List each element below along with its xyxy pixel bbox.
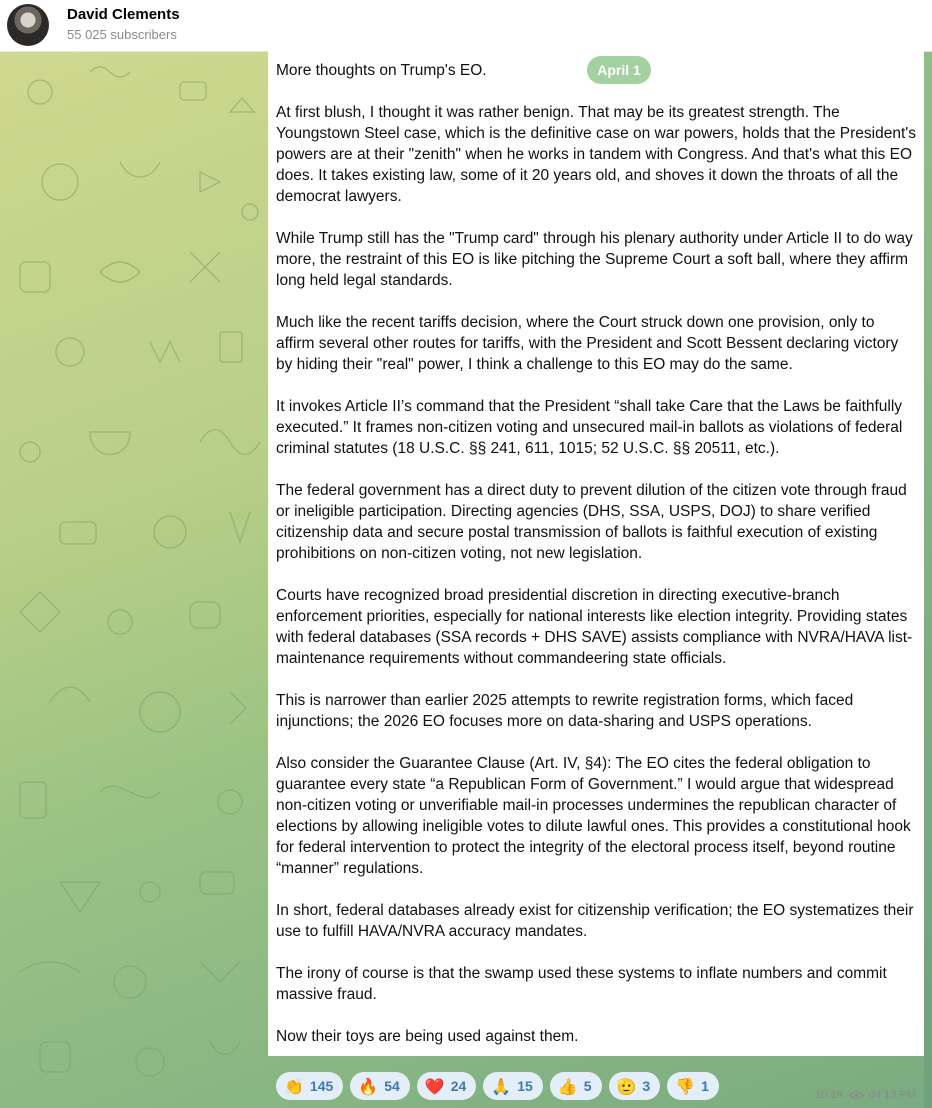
saluting-face-icon: 🫡 [616, 1076, 637, 1096]
red-heart-icon: ❤️ [424, 1076, 445, 1096]
eye-icon [849, 1090, 864, 1100]
message-paragraph: More thoughts on Trump's EO. [276, 62, 487, 79]
reaction-count: 5 [583, 1078, 592, 1094]
reaction-thumbs-down[interactable] [667, 1072, 719, 1100]
reaction-fire[interactable] [350, 1072, 410, 1100]
message-time: 04:13 PM [868, 1089, 916, 1101]
clapping-hands-icon: 👏 [284, 1076, 304, 1096]
reaction-thumbs-up[interactable] [550, 1072, 602, 1100]
channel-avatar[interactable] [7, 4, 49, 46]
fire-icon: 🔥 [358, 1076, 379, 1096]
message-paragraph: The irony of course is that the swamp used these systems to inflate numbers and commit massive fraud. [276, 965, 887, 1003]
reaction-count: 145 [309, 1078, 334, 1094]
subscriber-count: 55 025 subscribers [67, 27, 177, 42]
message-paragraph: This is narrower than earlier 2025 attempts to rewrite registration forms, which faced injunctions; the 2026 EO focuses more on data-sharing and USPS operations. [276, 692, 854, 730]
view-count: 10.1K [815, 1089, 844, 1101]
reaction-salute[interactable] [609, 1072, 661, 1100]
message-paragraph: Much like the recent tariffs decision, where the Court struck down one provision, only to affirm several other routes for tariffs, with the President and Scott Bessent declaring victory by hiding their "real" power, I think a challenge to this EO may do the same. [276, 314, 899, 373]
message-paragraph: Now their toys are being used against them. [276, 1028, 579, 1045]
folded-hands-icon: 🙏 [491, 1076, 512, 1096]
reaction-count: 3 [642, 1078, 651, 1094]
reactions-bar [276, 1072, 719, 1102]
reaction-count: 15 [517, 1078, 533, 1094]
message-paragraph: Also consider the Guarantee Clause (Art. IV, §4): The EO cites the federal obligation to guarantee every state “a Republican Form of Government.” I would argue that widespread non-citizen voting or unverifiable mail-in processes undermines the republican character of elections by allowing ineligible votes to dilute lawful ones. This provides a constitutional hook for federal intervention to protect the integrity of the electoral process itself, beyond routine “manner” regulations. [276, 755, 911, 877]
reaction-count: 24 [450, 1078, 467, 1094]
channel-name[interactable]: David Clements [67, 6, 180, 23]
message-paragraph: The federal government has a direct duty to prevent dilution of the citizen vote through fraud or ineligible participation. Directing agencies (DHS, SSA, USPS, DOJ) to share verified citizenship data and secure postal transmission of ballots is faithful execution of existing prohibitions on non-citizen voting, not new legislation. [276, 482, 907, 562]
date-pill[interactable]: April 1 [587, 56, 651, 84]
message-paragraph: While Trump still has the "Trump card" through his plenary authority under Article II to do way more, the restraint of this EO is like pitching the Supreme Court a soft ball, where they affirm long held legal standards. [276, 230, 913, 289]
message-paragraph: In short, federal databases already exist for citizenship verification; the EO systematizes their use to fulfill HAVA/NVRA accuracy mandates. [276, 902, 914, 940]
reaction-count: 1 [701, 1078, 709, 1094]
reaction-pray[interactable] [483, 1072, 543, 1100]
message-meta [815, 1089, 916, 1101]
wallpaper-doodles [0, 52, 280, 1108]
thumbs-down-icon: 👎 [675, 1076, 696, 1096]
message-paragraph: It invokes Article II’s command that the President “shall take Care that the Laws be faithfully executed.” It frames non-citizen voting and unsecured mail-in ballots as violations of federal criminal statutes (18 U.S.C. §§ 241, 611, 1015; 52 U.S.C. §§ 20511, etc.). [276, 398, 903, 457]
reaction-count: 54 [384, 1078, 400, 1094]
message-paragraph: Courts have recognized broad presidential discretion in directing executive-branch enforcement priorities, especially for national interests like election integrity. Providing states with federal databases (SSA records + DHS SAVE) assists compliance with NVRA/HAVA list-maintenance requirements without commandeering state officials. [276, 587, 913, 667]
right-edge-wallpaper [924, 52, 932, 1108]
message-text [276, 60, 916, 1047]
thumbs-up-icon: 👍 [557, 1076, 578, 1096]
message-paragraph: At first blush, I thought it was rather benign. That may be its greatest strength. The Youngstown Steel case, which is the definitive case on war powers, holds that the President's powers are at their "zenith" when he works in tandem with Congress. And that's what this EO does. It takes existing law, some of it 20 years old, and shoves it down the throats of all the democrat lawyers. [276, 104, 916, 205]
reaction-heart[interactable] [417, 1072, 477, 1100]
reaction-clap[interactable] [276, 1072, 343, 1100]
